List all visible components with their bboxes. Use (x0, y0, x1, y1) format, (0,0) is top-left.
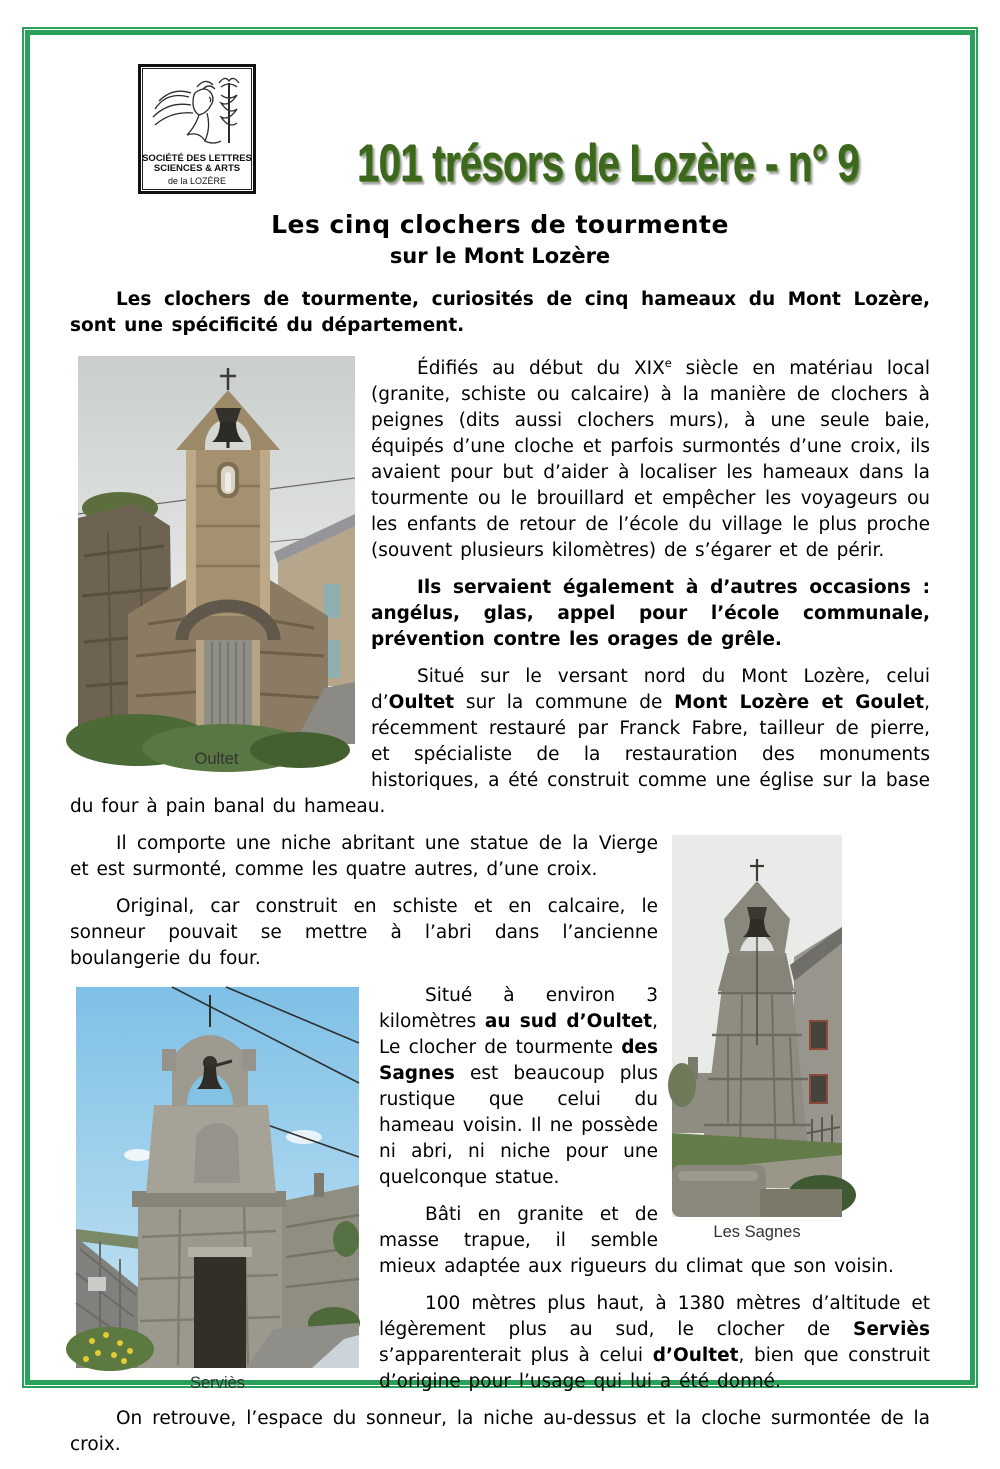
figure-les-sagnes (672, 835, 842, 1243)
page-green-frame (22, 27, 978, 1455)
blind-niche (194, 1123, 240, 1183)
cloud (124, 1149, 152, 1161)
paragraph-intro: Les clochers de tourmente, curiosités de cinq hameaux du Mont Lozère, sont une spécificité du département. (70, 288, 930, 336)
figure-servies (76, 987, 359, 1394)
figure-oultet (78, 356, 355, 770)
flower-bush (66, 1327, 154, 1371)
logo-line2: SCIENCES & ARTS (153, 163, 241, 175)
statue-niche (217, 462, 239, 498)
paragraph-original: Original, car construit en schiste et en calcaire, le sonneur pouvait se mettre à l’abri dans l’ancienne boulangerie du four. (70, 895, 658, 969)
page-green-frame-inner (25, 30, 975, 1455)
paragraph-usages: Ils servaient également à d’autres occasions : angélus, glas, appel pour l’école communale, prévention contre les orages de grêle. (371, 576, 930, 650)
paragraph-bati: Bâti en granite et de masse trapue, il semble mieux adaptée aux rigueurs du climat que son voisin. (379, 1203, 894, 1277)
paragraph-niche: Il comporte une niche abritant une statue de la Vierge et est surmonté, comme les quatre autres, d’une croix. (70, 832, 658, 880)
logo-line3: de la LOZÈRE (167, 175, 226, 186)
article-title-line1: Les cinq clochers de tourmente (271, 210, 729, 239)
paragraph-conclusion: On retrouve, l’espace du sonneur, la niche au-dessus et la cloche surmontée de la croix. (70, 1407, 930, 1455)
header (40, 64, 960, 202)
caption-oultet: Oultet (194, 749, 239, 768)
lintel (188, 1247, 252, 1257)
logo-line1: SOCIÉTÉ DES LETTRES (142, 153, 252, 164)
logo-text (142, 154, 252, 186)
skylight (88, 1277, 106, 1291)
servies-photo (76, 987, 359, 1368)
article-body (70, 287, 930, 1469)
caption-servies: Serviès (189, 1373, 246, 1392)
society-logo (138, 64, 256, 194)
tree (333, 1221, 359, 1257)
paragraph-sagnes: Situé à environ 3 kilomètres au sud d’Oultet, Le clocher de tourmente des Sagnes est beaucoup plus rustique que celui du hameau voisin. Il ne possède ni abri, ni niche pour une quelconque statue. (379, 984, 658, 1188)
les-sagnes-photo (672, 835, 842, 1217)
caption-les-sagnes: Les Sagnes (713, 1222, 801, 1241)
page-content (30, 35, 970, 1455)
oultet-photo (78, 356, 355, 744)
collection-title: 101 trésors de Lozère - n° 9 (356, 133, 860, 193)
article-title-line2: sur le Mont Lozère (389, 243, 611, 268)
title-wrap (256, 64, 960, 222)
doorway (194, 1255, 246, 1368)
mercury-caduceus-engraving-icon (147, 71, 247, 153)
chimney (314, 1173, 324, 1197)
paragraph-servies: 100 mètres plus haut, à 1380 mètres d’altitude et légèrement plus au sud, le clocher de Serviès s’apparenterait plus à celui d’Oultet, bien que construit d’origine pour l’usage qui lui a été donné. (379, 1292, 931, 1392)
paragraph-oultet: Situé sur le versant nord du Mont Lozère, celui d’Oultet sur la commune de Mont Lozère et Goulet, récemment restauré par Franck Fabre, tailleur de pierre, et spécialiste de la restauration des monuments historiques, a été construit comme une église sur la base du four à pain banal du hameau. (70, 665, 930, 817)
paragraph-edifies: Édifiés au début du XIXe siècle en matériau local (granite, schiste ou calcaire) à la manière de clochers à peignes (dits aussi clochers murs), à une seule baie, équipés d’une cloche et parfois surmontés d’une croix, ils avaient pour but d’aider à localiser les hameaux dans la tourmente ou le brouillard et empêcher les voyageurs ou les enfants de retour de l’école du village le plus proche (souvent plusieurs kilomètres) de s’égarer et de périr. (371, 355, 930, 561)
